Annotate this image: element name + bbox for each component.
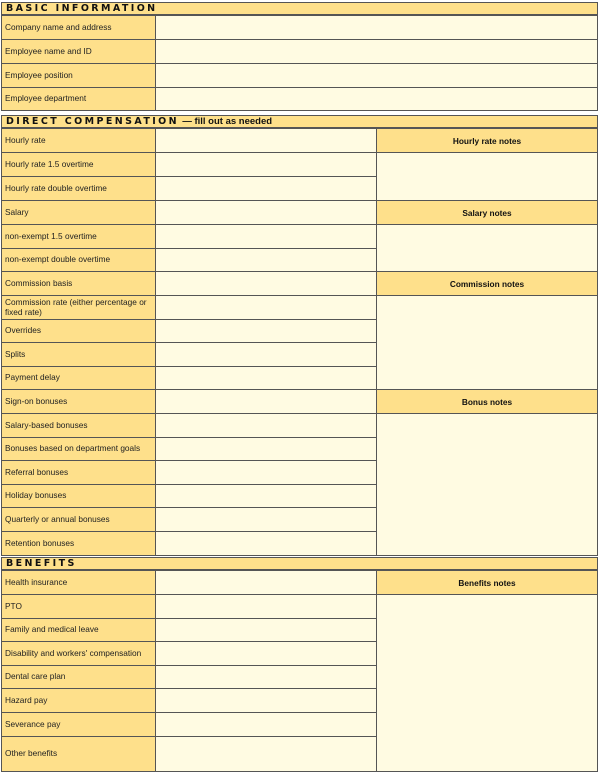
section-title: DIRECT COMPENSATION bbox=[6, 116, 179, 127]
section-subtitle: — fill out as needed bbox=[182, 116, 273, 127]
row-label-quarterly-annual-bonuses: Quarterly or annual bonuses bbox=[1, 507, 156, 532]
salary-notes-field[interactable] bbox=[376, 224, 598, 272]
row-label-commission-basis: Commission basis bbox=[1, 271, 156, 296]
field-department-goal-bonuses[interactable] bbox=[155, 437, 377, 461]
field-salary[interactable] bbox=[155, 200, 377, 225]
field-employee-name[interactable] bbox=[155, 39, 598, 64]
row-label-commission-rate: Commission rate (either percentage or fixed rate) bbox=[1, 295, 156, 320]
row-label-employee-name: Employee name and ID bbox=[1, 39, 156, 64]
row-label-salary-based-bonuses: Salary-based bonuses bbox=[1, 413, 156, 438]
row-label-splits: Splits bbox=[1, 342, 156, 367]
bonus-notes-header: Bonus notes bbox=[376, 389, 598, 414]
row-label-hourly-rate: Hourly rate bbox=[1, 128, 156, 153]
field-salary-based-bonuses[interactable] bbox=[155, 413, 377, 438]
field-referral-bonuses[interactable] bbox=[155, 460, 377, 485]
row-label-other-benefits: Other benefits bbox=[1, 736, 156, 772]
row-label-position: Employee position bbox=[1, 63, 156, 88]
field-disability-workers-comp[interactable] bbox=[155, 641, 377, 666]
row-label-payment-delay: Payment delay bbox=[1, 366, 156, 390]
field-nonexempt-double-overtime[interactable] bbox=[155, 248, 377, 272]
field-hourly-double-overtime[interactable] bbox=[155, 176, 377, 201]
row-label-hourly-double-overtime: Hourly rate double overtime bbox=[1, 176, 156, 201]
row-label-referral-bonuses: Referral bonuses bbox=[1, 460, 156, 485]
field-nonexempt-15-overtime[interactable] bbox=[155, 224, 377, 249]
section-basic-information bbox=[1, 2, 598, 15]
bonus-notes-field[interactable] bbox=[376, 413, 598, 556]
benefits-notes-header: Benefits notes bbox=[376, 570, 598, 595]
field-splits[interactable] bbox=[155, 342, 377, 367]
field-quarterly-annual-bonuses[interactable] bbox=[155, 507, 377, 532]
row-label-nonexempt-double-overtime: non-exempt double overtime bbox=[1, 248, 156, 272]
field-health-insurance[interactable] bbox=[155, 570, 377, 595]
row-label-salary: Salary bbox=[1, 200, 156, 225]
field-hourly-rate[interactable] bbox=[155, 128, 377, 153]
row-label-holiday-bonuses: Holiday bonuses bbox=[1, 484, 156, 508]
row-label-retention-bonuses: Retention bonuses bbox=[1, 531, 156, 556]
row-label-health-insurance: Health insurance bbox=[1, 570, 156, 595]
field-hazard-pay[interactable] bbox=[155, 688, 377, 713]
section-title: BENEFITS bbox=[6, 558, 77, 569]
field-payment-delay[interactable] bbox=[155, 366, 377, 390]
row-label-hourly-15-overtime: Hourly rate 1.5 overtime bbox=[1, 152, 156, 177]
row-label-department-goal-bonuses: Bonuses based on department goals bbox=[1, 437, 156, 461]
field-other-benefits[interactable] bbox=[155, 736, 377, 772]
row-label-pto: PTO bbox=[1, 594, 156, 619]
section-title: BASIC INFORMATION bbox=[6, 3, 158, 14]
row-label-hazard-pay: Hazard pay bbox=[1, 688, 156, 713]
commission-notes-header: Commission notes bbox=[376, 271, 598, 296]
row-label-disability-workers-comp: Disability and workers' compensation bbox=[1, 641, 156, 666]
salary-notes-header: Salary notes bbox=[376, 200, 598, 225]
row-label-company: Company name and address bbox=[1, 15, 156, 40]
field-commission-rate[interactable] bbox=[155, 295, 377, 320]
field-commission-basis[interactable] bbox=[155, 271, 377, 296]
field-holiday-bonuses[interactable] bbox=[155, 484, 377, 508]
field-severance-pay[interactable] bbox=[155, 712, 377, 737]
row-label-overrides: Overrides bbox=[1, 319, 156, 343]
field-position[interactable] bbox=[155, 63, 598, 88]
benefits-notes-field[interactable] bbox=[376, 594, 598, 772]
field-company[interactable] bbox=[155, 15, 598, 40]
section-direct-compensation bbox=[1, 115, 598, 128]
field-family-medical-leave[interactable] bbox=[155, 618, 377, 642]
field-retention-bonuses[interactable] bbox=[155, 531, 377, 556]
row-label-department: Employee department bbox=[1, 87, 156, 111]
hourly-rate-notes-header: Hourly rate notes bbox=[376, 128, 598, 153]
field-overrides[interactable] bbox=[155, 319, 377, 343]
row-label-nonexempt-15-overtime: non-exempt 1.5 overtime bbox=[1, 224, 156, 249]
section-benefits bbox=[1, 557, 598, 570]
row-label-severance-pay: Severance pay bbox=[1, 712, 156, 737]
commission-notes-field[interactable] bbox=[376, 295, 598, 390]
row-label-dental-care: Dental care plan bbox=[1, 665, 156, 689]
field-hourly-15-overtime[interactable] bbox=[155, 152, 377, 177]
hourly-rate-notes-field[interactable] bbox=[376, 152, 598, 201]
field-department[interactable] bbox=[155, 87, 598, 111]
row-label-family-medical-leave: Family and medical leave bbox=[1, 618, 156, 642]
field-pto[interactable] bbox=[155, 594, 377, 619]
row-label-sign-on-bonuses: Sign-on bonuses bbox=[1, 389, 156, 414]
field-sign-on-bonuses[interactable] bbox=[155, 389, 377, 414]
field-dental-care[interactable] bbox=[155, 665, 377, 689]
